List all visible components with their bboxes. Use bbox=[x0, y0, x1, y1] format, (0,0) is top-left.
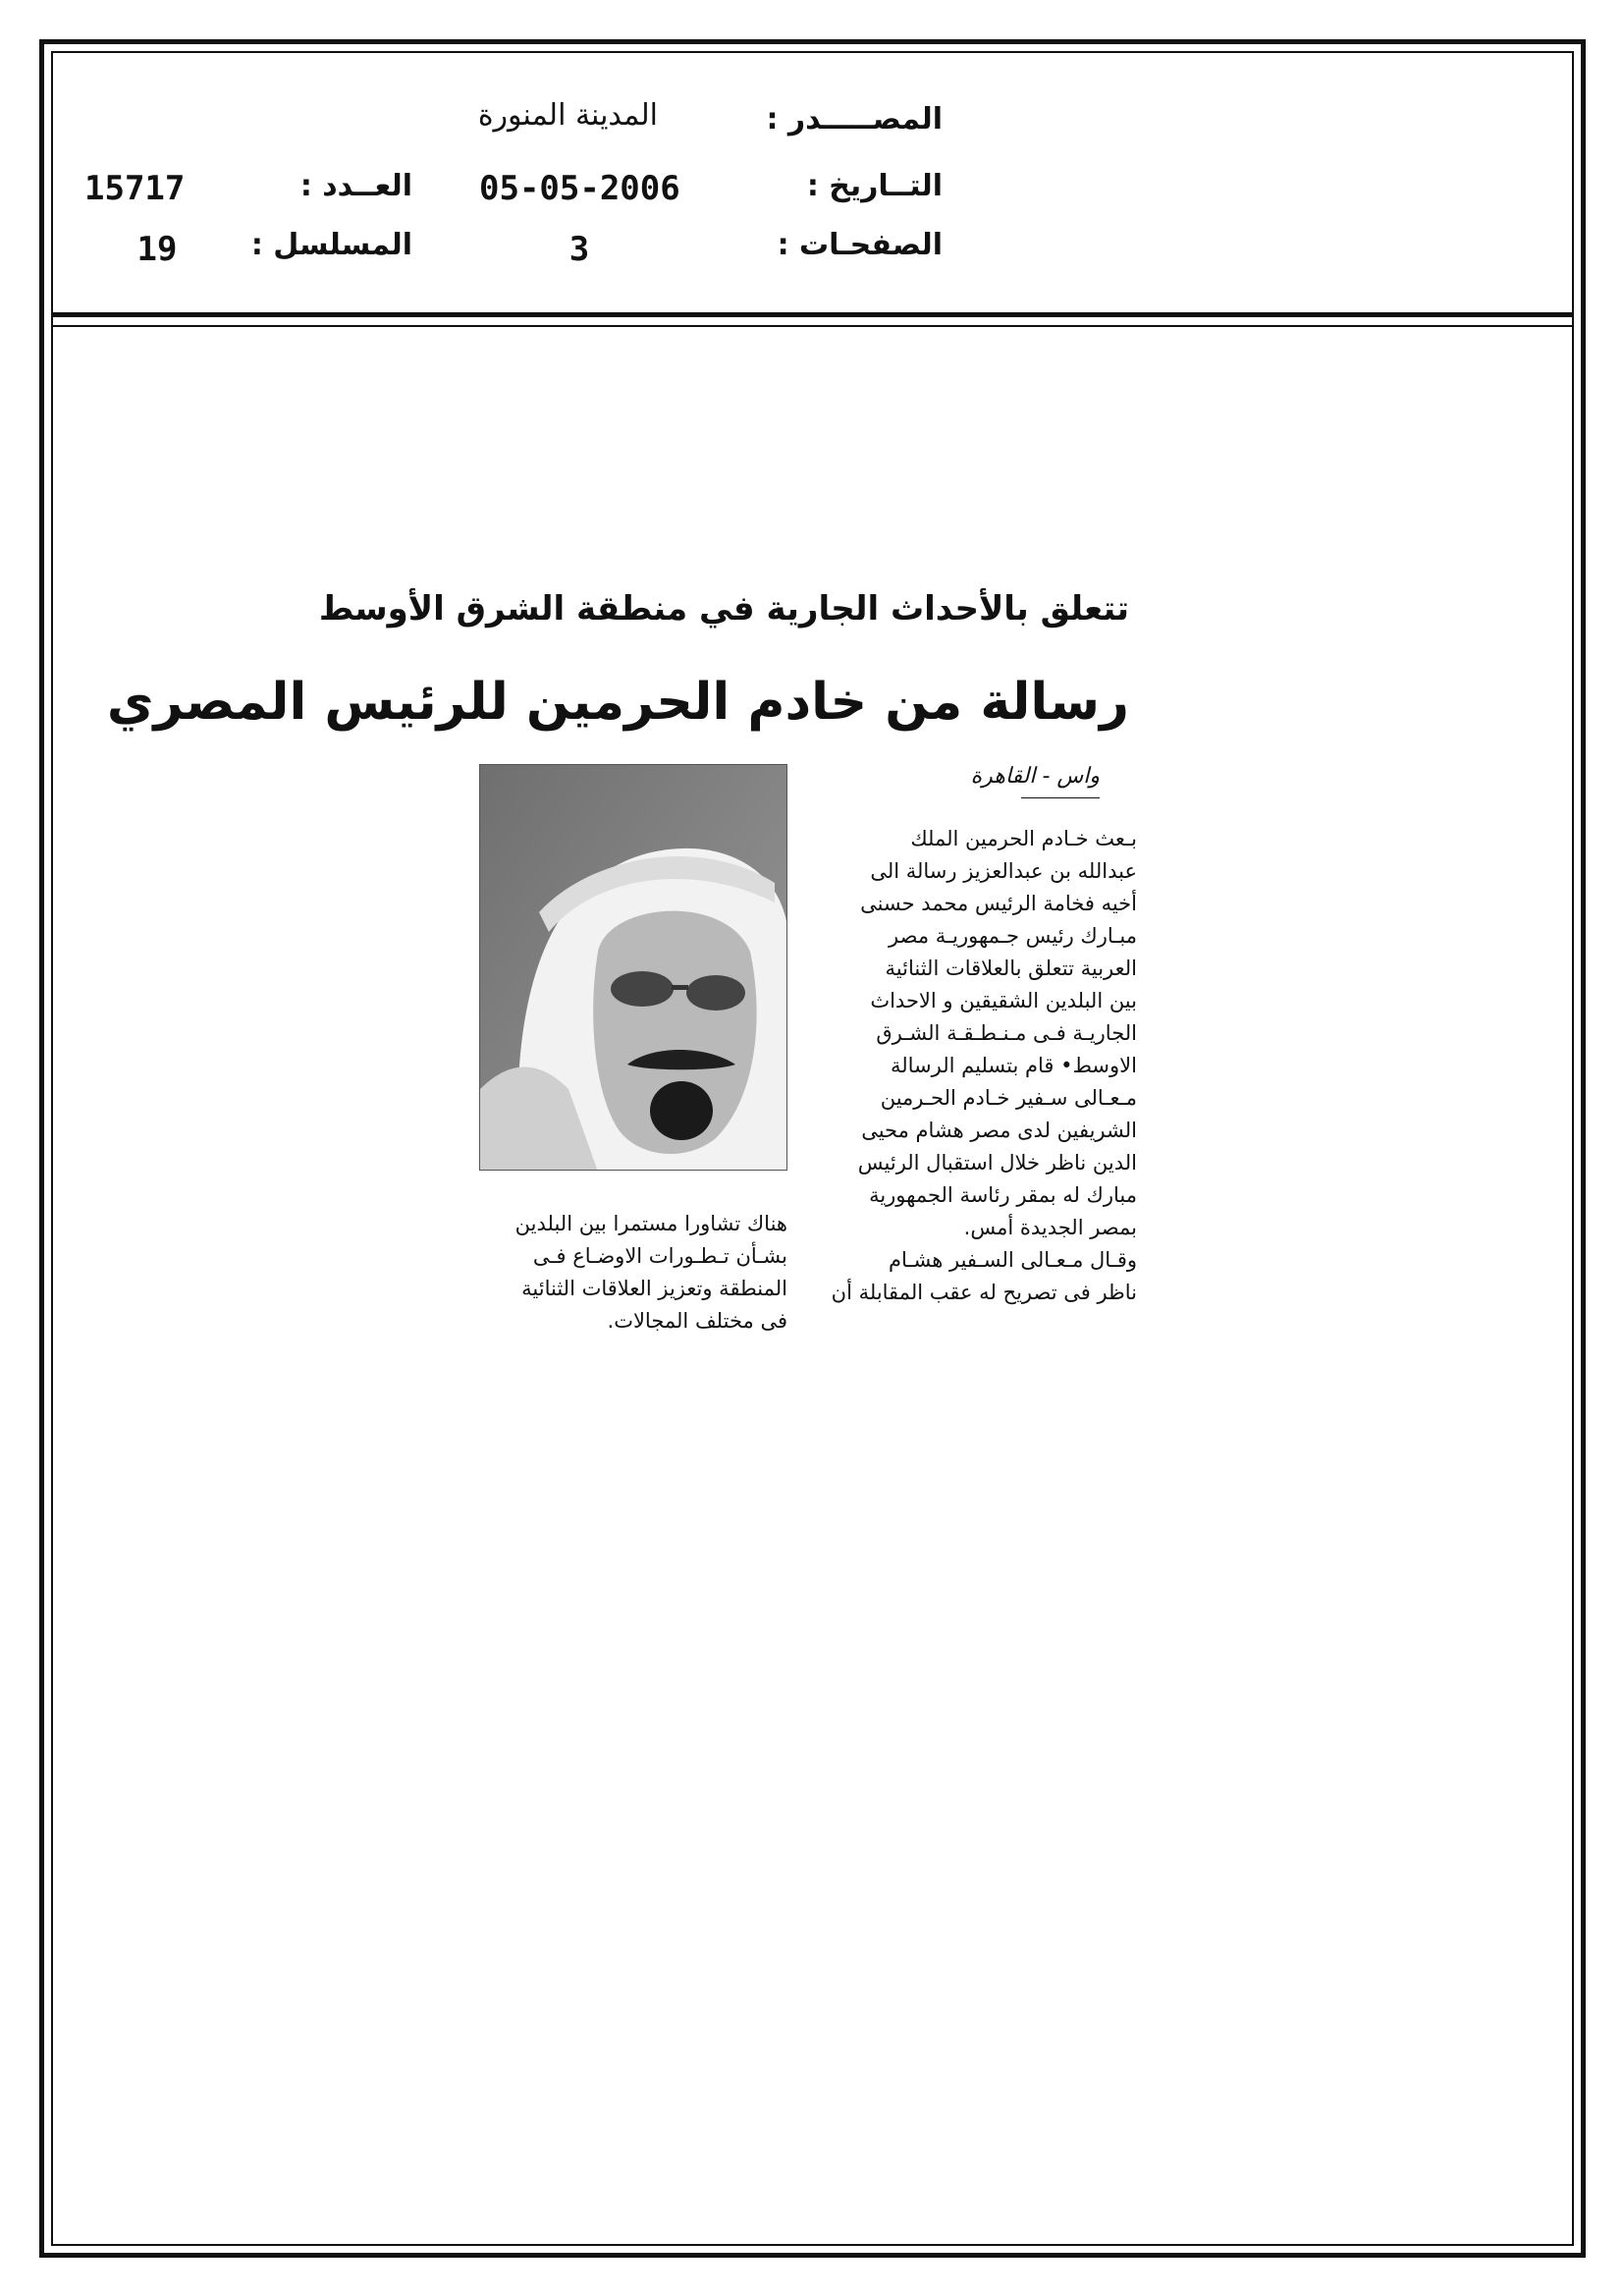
article-column-right bbox=[823, 823, 1137, 1309]
article-line: الدين ناظر خلال استقبال الرئيس bbox=[857, 1151, 1137, 1175]
article-line: عبدالله بن عبدالعزيز رسالة الى bbox=[870, 859, 1137, 883]
pages-value: 3 bbox=[568, 230, 590, 269]
article-line: مبارك له بمقر رئاسة الجمهورية bbox=[869, 1183, 1137, 1207]
serial-value: 19 bbox=[136, 230, 178, 269]
article-line: مبـارك رئيس جـمهوريـة مصر bbox=[889, 924, 1137, 948]
article-line: بشـأن تـطـورات الاوضـاع فـى bbox=[532, 1244, 787, 1268]
article-headline: رسالة من خادم الحرمين للرئيس المصري bbox=[106, 673, 1129, 732]
source-label: المصـــــدر : bbox=[766, 102, 943, 137]
page-inner-border bbox=[51, 51, 1574, 2246]
article-line: بمصر الجديدة أمس. bbox=[963, 1216, 1137, 1239]
issue-value: 15717 bbox=[84, 169, 186, 208]
header-divider-thick bbox=[51, 312, 1574, 317]
article-photo bbox=[479, 764, 787, 1171]
source-value: المدينة المنورة bbox=[477, 98, 658, 133]
article-byline: واس - القاهرة bbox=[970, 764, 1100, 789]
article-line: بين البلدين الشقيقين و الاحداث bbox=[870, 989, 1137, 1012]
article-line: العربية تتعلق بالعلاقات الثنائية bbox=[885, 957, 1137, 980]
article-kicker: تتعلق بالأحداث الجارية في منطقة الشرق الأوسط bbox=[318, 589, 1129, 629]
date-value: 05-05-2006 bbox=[479, 169, 680, 208]
article-line: مـعـالى سـفير خـادم الحـرمين bbox=[880, 1086, 1137, 1110]
article-line: الجاريـة فـى مـنـطـقـة الشـرق bbox=[876, 1021, 1137, 1045]
article-line: المنطقة وتعزيز العلاقات الثنائية bbox=[521, 1277, 787, 1300]
issue-label: العــدد : bbox=[299, 169, 412, 203]
header-divider-thin bbox=[51, 325, 1574, 327]
pages-label: الصفحـات : bbox=[777, 228, 943, 262]
date-label: التــاريخ : bbox=[806, 169, 943, 203]
article-line: فى مختلف المجالات. bbox=[607, 1309, 787, 1333]
article-line: أخيه فخامة الرئيس محمد حسنى bbox=[860, 892, 1137, 915]
article-line: هناك تشاورا مستمرا بين البلدين bbox=[514, 1212, 787, 1235]
article-line: الاوسط• قام بتسليم الرسالة bbox=[891, 1054, 1137, 1077]
serial-label: المسلسل : bbox=[250, 228, 412, 262]
article-line: بـعث خـادم الحرمين الملك bbox=[910, 827, 1137, 850]
article-line: وقـال مـعـالى السـفير هشـام bbox=[888, 1248, 1137, 1272]
article-line: الشريفين لدى مصر هشام محيى bbox=[861, 1119, 1137, 1142]
byline-underline bbox=[1021, 797, 1100, 798]
article-column-left bbox=[473, 1208, 787, 1338]
article-line: ناظر فى تصريح له عقب المقابلة أن bbox=[831, 1281, 1137, 1304]
